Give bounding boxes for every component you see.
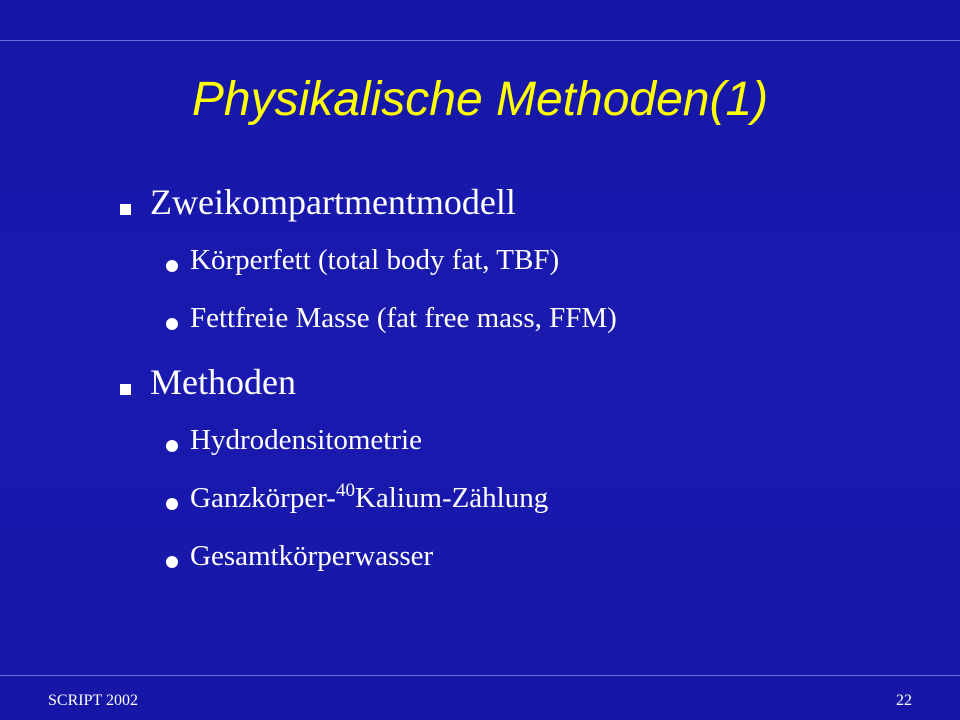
round-bullet-icon: [166, 440, 178, 452]
bullet-heading: Zweikompartmentmodell: [150, 182, 516, 222]
footer-label: SCRIPT 2002: [48, 692, 138, 709]
sub-bullet-text: [190, 482, 548, 514]
round-bullet-icon: [166, 260, 178, 272]
page-number: 22: [896, 692, 912, 709]
sub-bullet-text-after: Kalium-Zählung: [354, 482, 549, 514]
sub-bullet-text: Körperfett (total body fat, TBF): [190, 244, 560, 276]
sub-bullet-ganzkoerper-kalium: [118, 480, 898, 516]
round-bullet-icon: [166, 318, 178, 330]
slide-title: Physikalische Methoden(1): [191, 73, 769, 126]
isotope-superscript: 40: [335, 480, 355, 501]
sub-bullet-text: Fettfreie Masse (fat free mass, FFM): [190, 302, 617, 334]
slide-content: [118, 170, 898, 574]
bullet-heading: Methoden: [150, 362, 296, 402]
bottom-rule: [0, 675, 960, 676]
square-bullet-icon: [120, 384, 131, 395]
sub-bullet-koerperfett: [118, 242, 898, 278]
sub-bullet-text: Gesamtkörperwasser: [190, 540, 434, 572]
sub-bullet-text-before: Ganzkörper-: [190, 482, 336, 514]
round-bullet-icon: [166, 556, 178, 568]
sub-bullet-gesamtkoerperwasser: [118, 538, 898, 574]
bullet-methoden: [118, 362, 898, 402]
sub-bullet-text: Hydrodensitometrie: [190, 424, 422, 456]
sub-bullet-fettfreie-masse: [118, 300, 898, 336]
round-bullet-icon: [166, 498, 178, 510]
top-rule: [0, 40, 960, 41]
sub-bullet-hydrodensitometrie: [118, 422, 898, 458]
square-bullet-icon: [120, 204, 131, 215]
bullet-zweikompartmentmodell: [118, 182, 898, 222]
